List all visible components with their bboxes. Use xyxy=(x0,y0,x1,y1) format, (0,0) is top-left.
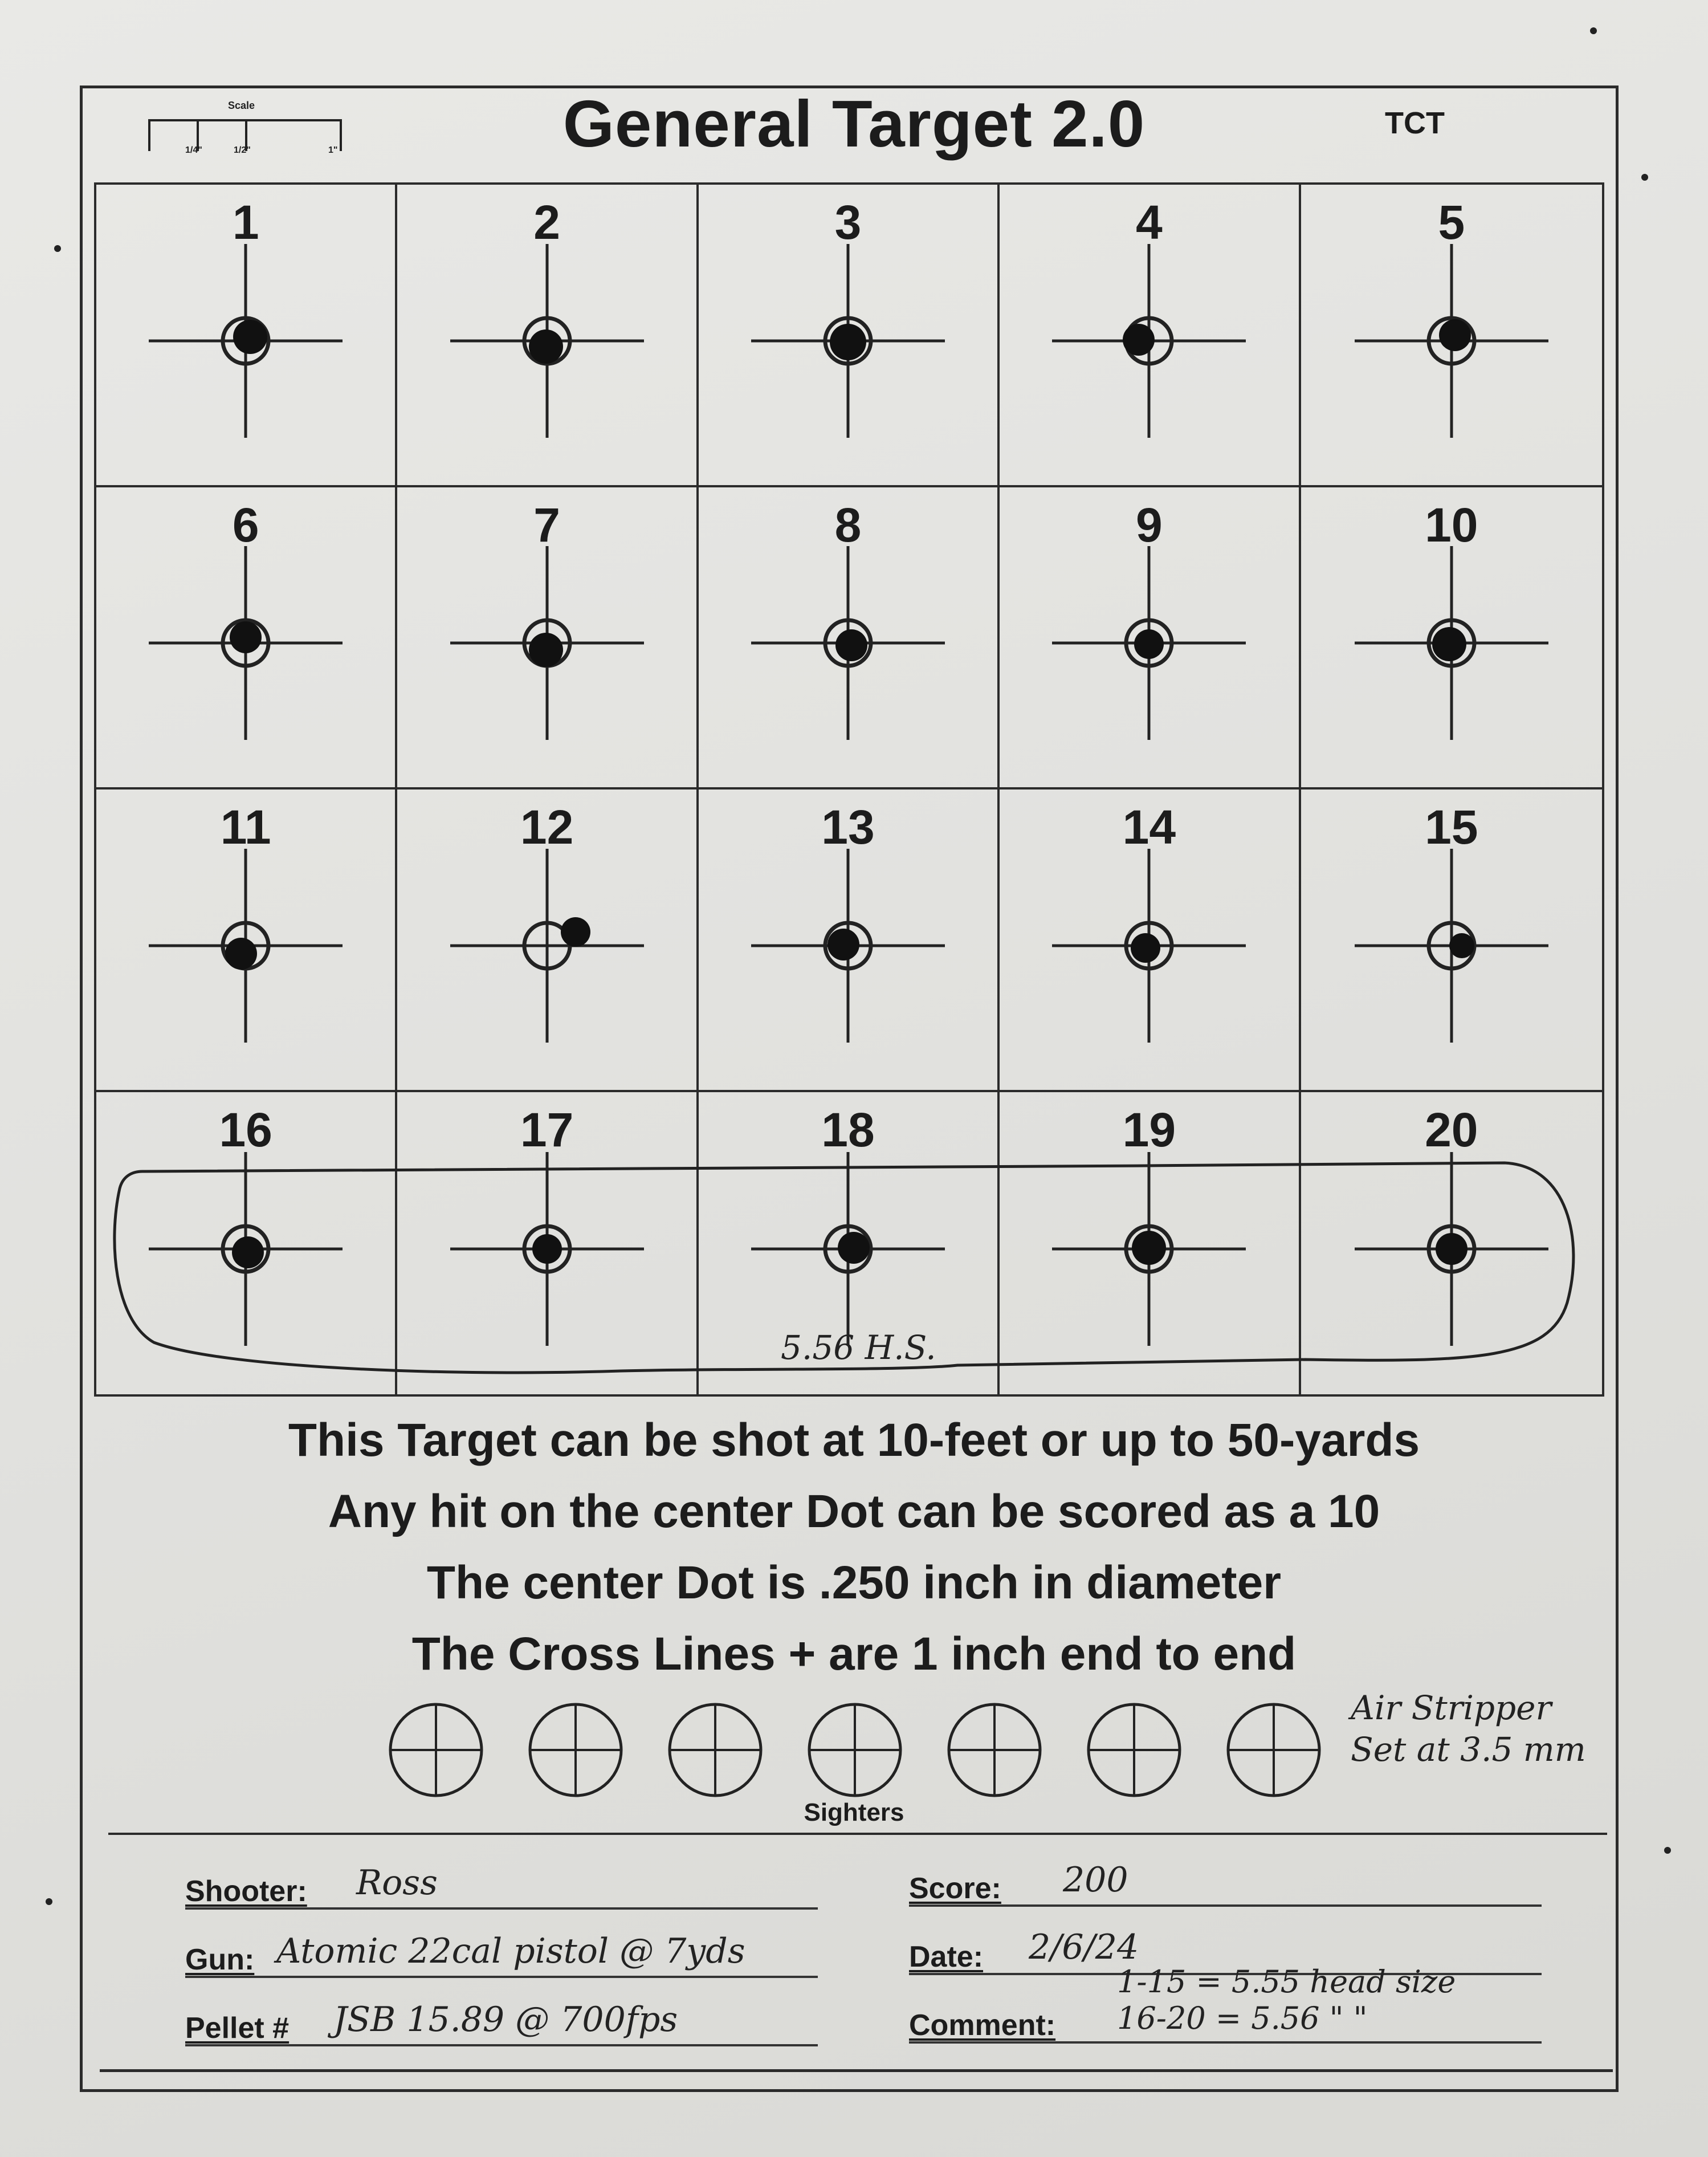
target-cell[interactable] xyxy=(397,487,698,790)
crosshair-icon xyxy=(450,849,644,1043)
scale-mark: 1" xyxy=(328,145,338,155)
crosshair-icon xyxy=(1355,546,1548,740)
target-number: 14 xyxy=(1122,800,1176,854)
target-number: 8 xyxy=(834,498,862,552)
handwritten-note-air-stripper xyxy=(1351,1687,1586,1770)
target-cell[interactable] xyxy=(1301,487,1602,790)
instruction-line: Any hit on the center Dot can be scored as a 10 xyxy=(328,1486,1380,1537)
air-stripper-line: Set at 3.5 mm xyxy=(1351,1729,1586,1769)
paper-speck xyxy=(54,245,61,252)
shooter-field[interactable] xyxy=(185,1864,818,1910)
target-cell[interactable] xyxy=(397,789,698,1092)
crosshair-icon xyxy=(1355,849,1548,1043)
crosshair-icon xyxy=(149,1152,343,1346)
target-cell[interactable] xyxy=(1000,1092,1301,1395)
target-cell[interactable] xyxy=(699,487,1000,790)
paper-speck xyxy=(1664,1847,1671,1854)
comment-value[interactable] xyxy=(1117,1964,1456,2036)
scale-mark: 1/4" xyxy=(185,145,202,155)
target-number: 10 xyxy=(1425,498,1478,552)
sighters-row xyxy=(388,1702,1356,1810)
crosshair-icon xyxy=(1052,546,1246,740)
target-number: 3 xyxy=(834,196,862,249)
crosshair-icon xyxy=(450,244,644,438)
target-number: 17 xyxy=(520,1102,574,1157)
page-title: General Target 2.0 xyxy=(562,87,1146,161)
score-value[interactable]: 200 xyxy=(1063,1860,1128,1900)
paper-speck xyxy=(46,1898,52,1905)
form-divider xyxy=(108,1833,1607,1835)
crosshair-icon xyxy=(1052,1152,1246,1346)
instruction-line: The Cross Lines + are 1 inch end to end xyxy=(411,1628,1297,1680)
instruction-line: The center Dot is .250 inch in diameter xyxy=(426,1557,1282,1609)
target-number: 11 xyxy=(220,800,271,854)
crosshair-icon xyxy=(751,1152,945,1346)
crosshair-icon xyxy=(751,244,945,438)
target-number: 1 xyxy=(232,196,259,249)
instruction-line: This Target can be shot at 10-feet or up to 50-yards xyxy=(288,1414,1420,1466)
target-number: 4 xyxy=(1136,196,1163,249)
target-cell[interactable] xyxy=(699,185,1000,487)
sheet-bottom-border xyxy=(100,2069,1613,2072)
gun-label: Gun: xyxy=(185,1943,255,1976)
sighters-label: Sighters xyxy=(804,1798,904,1826)
comment-line: 1-15 = 5.55 head size xyxy=(1117,1964,1456,2000)
target-cell[interactable] xyxy=(1000,789,1301,1092)
target-number: 13 xyxy=(821,800,875,854)
pellet-label: Pellet # xyxy=(185,2012,290,2045)
handwritten-note-hs: 5.56 H.S. xyxy=(781,1328,936,1367)
comment-line: 16-20 = 5.56 " " xyxy=(1117,2000,1368,2036)
crosshair-icon xyxy=(450,1152,644,1346)
target-cell[interactable] xyxy=(96,487,397,790)
shooter-value[interactable]: Ross xyxy=(356,1863,438,1903)
scale-mark: 1/2" xyxy=(234,145,251,155)
target-cell[interactable] xyxy=(96,789,397,1092)
target-cell[interactable] xyxy=(1301,789,1602,1092)
target-number: 12 xyxy=(520,800,574,854)
target-grid xyxy=(94,182,1604,1397)
crosshair-icon xyxy=(751,849,945,1043)
brand-label: TCT xyxy=(1385,106,1445,140)
crosshair-icon xyxy=(1052,849,1246,1043)
sighter-target-icon[interactable] xyxy=(1086,1702,1183,1798)
target-cell[interactable] xyxy=(96,1092,397,1395)
target-number: 2 xyxy=(533,196,560,249)
score-label: Score: xyxy=(909,1872,1001,1905)
field-underline xyxy=(185,1976,818,1978)
target-cell[interactable] xyxy=(1000,185,1301,487)
crosshair-icon xyxy=(450,546,644,740)
sighter-target-icon[interactable] xyxy=(1225,1702,1322,1798)
field-underline xyxy=(909,1904,1542,1907)
target-number: 5 xyxy=(1438,196,1465,249)
paper-speck xyxy=(1590,27,1597,34)
target-number: 16 xyxy=(219,1102,272,1157)
crosshair-icon xyxy=(1355,1152,1548,1346)
target-cell[interactable] xyxy=(1000,487,1301,790)
paper-speck xyxy=(1641,174,1648,181)
target-cell[interactable] xyxy=(1301,1092,1602,1395)
target-number: 19 xyxy=(1122,1102,1176,1157)
target-number: 15 xyxy=(1425,800,1478,854)
sighter-target-icon[interactable] xyxy=(946,1702,1043,1798)
crosshair-icon xyxy=(751,546,945,740)
sighter-target-icon[interactable] xyxy=(667,1702,764,1798)
date-label: Date: xyxy=(909,1940,984,1973)
scale-label: Scale xyxy=(228,100,255,111)
target-number: 9 xyxy=(1136,498,1163,552)
target-cell[interactable] xyxy=(397,1092,698,1395)
target-cell[interactable] xyxy=(96,185,397,487)
gun-field[interactable] xyxy=(185,1932,818,1978)
date-value[interactable]: 2/6/24 xyxy=(1029,1927,1139,1967)
target-number: 20 xyxy=(1425,1102,1478,1157)
pellet-value[interactable]: JSB 15.89 @ 700fps xyxy=(333,2000,678,2040)
air-stripper-line: Air Stripper xyxy=(1351,1688,1552,1727)
crosshair-icon xyxy=(149,849,343,1043)
target-number: 18 xyxy=(821,1102,875,1157)
target-cell[interactable] xyxy=(1301,185,1602,487)
target-cell[interactable] xyxy=(397,185,698,487)
target-cell[interactable] xyxy=(699,789,1000,1092)
score-field[interactable] xyxy=(909,1861,1542,1907)
crosshair-icon xyxy=(1052,244,1246,438)
pellet-field[interactable] xyxy=(185,2001,818,2046)
shooter-label: Shooter: xyxy=(185,1875,307,1908)
gun-value[interactable]: Atomic 22cal pistol @ 7yds xyxy=(276,1931,745,1971)
sighter-target-icon[interactable] xyxy=(806,1702,903,1798)
comment-label: Comment: xyxy=(909,2009,1056,2042)
sighter-target-icon[interactable] xyxy=(388,1702,484,1798)
crosshair-icon xyxy=(149,244,343,438)
target-number: 7 xyxy=(533,498,560,552)
target-number: 6 xyxy=(232,498,259,552)
crosshair-icon xyxy=(149,546,343,740)
sighter-target-icon[interactable] xyxy=(527,1702,624,1798)
crosshair-icon xyxy=(1355,244,1548,438)
